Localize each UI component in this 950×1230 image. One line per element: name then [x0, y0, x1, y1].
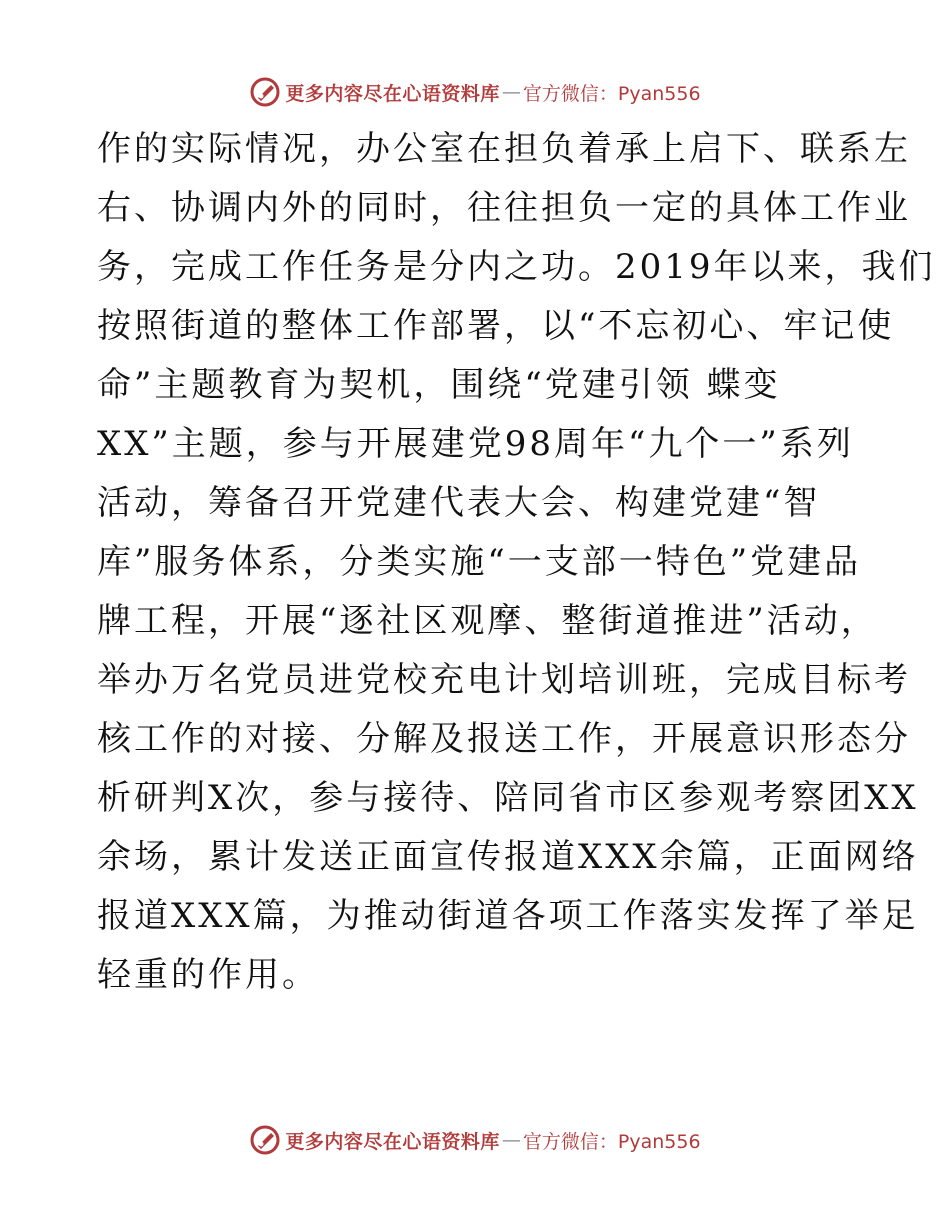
paragraph-line: 按照街道的整体工作部署，以“不忘初心、牢记使: [97, 306, 895, 346]
header-watermark: [0, 72, 950, 112]
paragraph-line: 析研判X次，参与接待、陪同省市区参观考察团XX: [97, 778, 919, 818]
watermark-contact: 官方微信：Pyan556: [522, 82, 701, 105]
document-body: [97, 120, 936, 1005]
paragraph-line: 举办万名党员进党校充电计划培训班，完成目标考: [97, 660, 911, 700]
paragraph-line: 右、协调内外的同时，往往担负一定的具体工作业: [97, 188, 911, 228]
paragraph-line: 库”服务体系，分类实施“一支部一特色”党建品: [97, 542, 862, 582]
footer-watermark: [0, 1120, 950, 1160]
watermark-contact: 官方微信：Pyan556: [522, 1130, 701, 1153]
paragraph-line: XX”主题，参与开展建党98周年“九个一”系列: [97, 424, 854, 464]
paragraph-line: 活动，筹备召开党建代表大会、构建党建“智: [97, 483, 821, 523]
paragraph-line: 命”主题教育为契机，围绕“党建引领 蝶变: [97, 365, 781, 405]
paragraph-line: 余场，累计发送正面宣传报道XXX余篇，正面网络: [97, 837, 919, 877]
paragraph-line: 核工作的对接、分解及报送工作，开展意识形态分: [97, 719, 911, 759]
watermark-site-name: 更多内容尽在心语资料库: [285, 1130, 500, 1153]
watermark-separator: —: [501, 1129, 521, 1151]
paragraph-line: 报道XXX篇，为推动街道各项工作落实发挥了举足: [97, 896, 919, 936]
paragraph-line: 轻重的作用。: [97, 955, 319, 995]
paragraph-line: 牌工程，开展“逐社区观摩、整街道推进”活动，: [97, 601, 878, 641]
brand-logo-icon: [249, 1124, 281, 1156]
paragraph-line: 作的实际情况，办公室在担负着承上启下、联系左: [97, 129, 911, 169]
watermark-separator: —: [501, 81, 521, 103]
brand-logo-icon: [249, 76, 281, 108]
watermark-site-name: 更多内容尽在心语资料库: [285, 82, 500, 105]
paragraph-line: 务，完成工作任务是分内之功。2019年以来，我们: [97, 247, 936, 287]
